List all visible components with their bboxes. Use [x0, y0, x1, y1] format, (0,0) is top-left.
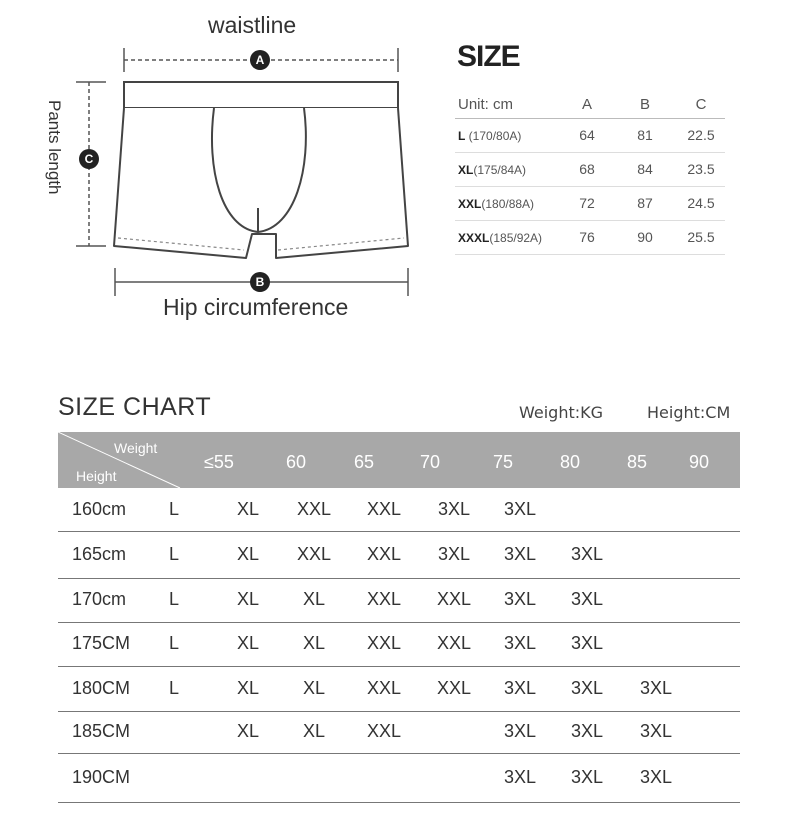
size-cell: XXL: [366, 633, 402, 653]
size-cell: 3XL: [639, 766, 673, 787]
size-cell: 3XL: [570, 677, 604, 698]
size-cell: 3XL: [503, 498, 537, 519]
size-cell: XXL: [296, 498, 332, 519]
size-row-xl: [455, 153, 725, 187]
size-cell: L: [168, 589, 179, 609]
size-chart-row: [58, 753, 740, 803]
size-c-value: 24.5: [687, 195, 715, 211]
height-label: 170cm: [72, 589, 127, 609]
marker-a: A: [250, 50, 270, 70]
size-label: XL(175/84A): [458, 163, 527, 177]
size-chart-row: [58, 578, 740, 623]
size-cell: 3XL: [570, 766, 604, 787]
size-cell: XXL: [366, 543, 402, 564]
size-c-value: 23.5: [687, 161, 715, 177]
size-title: SIZE: [457, 40, 520, 73]
size-row-xxl: [455, 187, 725, 221]
measurement-diagram: [0, 0, 440, 340]
size-chart-row: [58, 531, 740, 579]
size-c-value: 25.5: [687, 229, 715, 245]
column-b-header: B: [639, 96, 650, 113]
size-row-xxxl: [455, 221, 725, 255]
column-a-header: A: [581, 96, 592, 113]
weight-unit-label: Weight:KG: [519, 403, 604, 422]
size-cell: XL: [236, 589, 260, 609]
size-a-value: 72: [579, 195, 595, 211]
weight-header-cell: ≤55: [204, 452, 234, 472]
size-chart-row: [58, 622, 740, 667]
size-cell: XXL: [436, 677, 472, 698]
size-cell: XXL: [366, 677, 402, 698]
size-b-value: 81: [637, 127, 653, 143]
size-label: L (170/80A): [458, 129, 522, 143]
size-cell: XL: [302, 633, 326, 653]
size-cell: 3XL: [570, 721, 604, 741]
weight-header-cell: 85: [626, 452, 648, 472]
size-b-value: 84: [637, 161, 653, 177]
size-cell: 3XL: [503, 766, 537, 787]
size-cell: 3XL: [570, 543, 604, 564]
size-cell: XXL: [366, 721, 402, 741]
hip-circumference-label: Hip circumference: [163, 294, 349, 320]
size-chart-header: [58, 432, 740, 488]
size-cell: XL: [302, 589, 326, 609]
size-label: XXXL(185/92A): [458, 231, 543, 245]
size-a-value: 68: [579, 161, 595, 177]
size-cell: L: [168, 633, 179, 653]
marker-b: B: [250, 272, 270, 292]
size-chart-row: [58, 666, 740, 712]
size-cell: 3XL: [570, 633, 604, 653]
size-chart-title: SIZE CHART: [58, 393, 212, 421]
height-label: 165cm: [72, 543, 127, 564]
size-cell: 3XL: [437, 498, 471, 519]
size-c-value: 22.5: [687, 127, 715, 143]
size-a-value: 64: [579, 127, 595, 143]
size-cell: L: [168, 677, 179, 698]
weight-header-cell: 65: [353, 452, 375, 472]
size-cell: XL: [236, 677, 260, 698]
size-cell: 3XL: [639, 677, 673, 698]
weight-header-cell: 80: [559, 452, 581, 472]
height-label: 175CM: [72, 633, 131, 653]
size-cell: 3XL: [503, 633, 537, 653]
size-cell: XXL: [366, 589, 402, 609]
height-unit-label: Height:CM: [647, 403, 731, 422]
size-a-value: 76: [579, 229, 595, 245]
size-b-value: 90: [637, 229, 653, 245]
size-cell: XXL: [436, 589, 472, 609]
size-cell: XL: [302, 721, 326, 741]
size-cell: XL: [236, 721, 260, 741]
size-chart-row: [58, 711, 740, 754]
corner-height-label: Height: [76, 468, 117, 484]
size-chart-row: [58, 488, 740, 532]
size-cell: L: [168, 498, 179, 519]
size-cell: 3XL: [437, 543, 471, 564]
weight-header-cell: 75: [492, 452, 514, 472]
unit-header: Unit: cm: [458, 96, 514, 113]
height-label: 185CM: [72, 721, 131, 741]
height-label: 180CM: [72, 677, 131, 698]
size-cell: XXL: [436, 633, 472, 653]
size-table: [455, 92, 725, 255]
size-cell: XL: [236, 498, 260, 519]
size-cell: XL: [236, 633, 260, 653]
size-cell: 3XL: [503, 677, 537, 698]
marker-c: C: [79, 149, 99, 169]
size-cell: 3XL: [503, 721, 537, 741]
size-cell: XXL: [366, 498, 402, 519]
size-cell: 3XL: [503, 589, 537, 609]
size-cell: 3XL: [570, 589, 604, 609]
weight-header-cell: 70: [419, 452, 441, 472]
size-cell: XL: [236, 543, 260, 564]
size-table-header: [455, 92, 725, 119]
waistline-label: waistline: [208, 12, 297, 38]
weight-header-cell: 90: [688, 452, 710, 472]
size-b-value: 87: [637, 195, 653, 211]
size-cell: L: [168, 543, 179, 564]
size-cell: 3XL: [503, 543, 537, 564]
size-cell: 3XL: [639, 721, 673, 741]
height-label: 160cm: [72, 498, 127, 519]
corner-weight-label: Weight: [114, 440, 158, 456]
briefs-outline: [0, 0, 440, 340]
weight-header-cell: 60: [285, 452, 307, 472]
size-cell: XXL: [296, 543, 332, 564]
size-label: XXL(180/88A): [458, 197, 535, 211]
height-label: 190CM: [72, 766, 131, 787]
size-row-l: [455, 119, 725, 153]
pants-length-label: Pants length: [45, 100, 64, 195]
size-cell: XL: [302, 677, 326, 698]
column-c-header: C: [695, 96, 707, 113]
